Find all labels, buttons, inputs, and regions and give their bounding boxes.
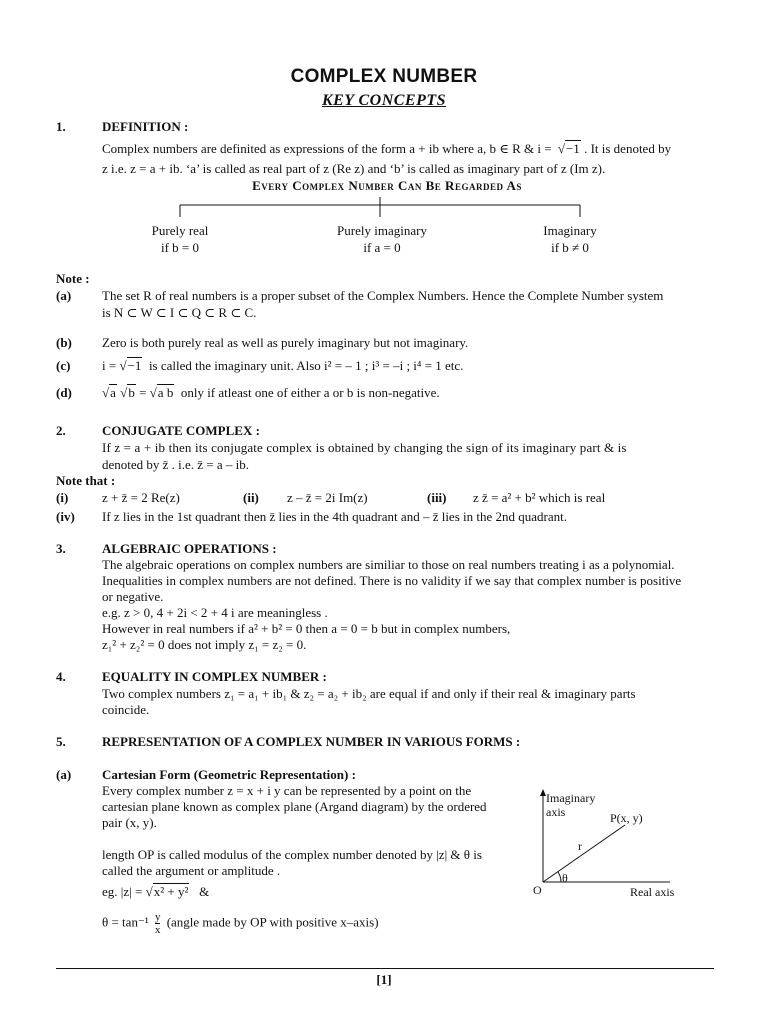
note-b-text: Zero is both purely real as well as purely imaginary but not imaginary. (102, 335, 469, 350)
origin-label: O (533, 883, 542, 897)
radius-label: r (578, 839, 582, 853)
algebra-line-1: The algebraic operations on complex numbers are similiar to those on real numbers treating i as a polynomial. (102, 557, 675, 572)
note-label-c: (c) (56, 358, 71, 373)
sub-label-a: (a) (56, 767, 72, 782)
cartesian-line-3: pair (x, y). (102, 815, 157, 830)
note-c-text: i = √−1 is called the imaginary unit. Also i² = – 1 ; i³ = –i ; i⁴ = 1 etc. (102, 358, 464, 373)
conj-label-iii: (iii) (427, 490, 447, 505)
conj-property-iv: If z lies in the 1st quadrant then z̄ lies in the 4th quadrant and – z̄ lies in the 2nd quadrant. (102, 509, 567, 524)
cartesian-line-4: length OP is called modulus of the complex number denoted by |z| & θ is (102, 847, 482, 862)
algebra-line-5: However in real numbers if a² + b² = 0 then a = 0 = b but in complex numbers, (102, 621, 511, 636)
equality-line-1: Two complex numbers z₁ = a₁ + ib₁ & z₂ = a₂ + ib₂ are equal if and only if their real & imaginary parts (102, 686, 636, 701)
algebra-line-3: or negative. (102, 589, 164, 604)
section-heading: ALGEBRAIC OPERATIONS : (102, 541, 277, 556)
note-label-b: (b) (56, 335, 72, 350)
section-heading: EQUALITY IN COMPLEX NUMBER : (102, 669, 327, 684)
note-title: Note that : (56, 473, 116, 488)
point-label: P(x, y) (610, 811, 643, 825)
sqrt-minus-one: −1 (565, 141, 580, 156)
section-heading: REPRESENTATION OF A COMPLEX NUMBER IN VARIOUS FORMS : (102, 734, 521, 749)
theta-label: θ (562, 871, 568, 885)
conj-label-i: (i) (56, 490, 69, 505)
conj-property-ii: z – z̄ = 2i Im(z) (287, 490, 368, 505)
conjugate-line-1: If z = a + ib then its conjugate complex is obtained by changing the sign of its imaginary part & is (102, 440, 627, 455)
section-number: 2. (56, 423, 66, 438)
cartesian-line-2: cartesian plane known as complex plane (Argand diagram) by the ordered (102, 799, 487, 814)
tree-node-imaginary: Imaginary if b ≠ 0 (543, 223, 597, 255)
definition-line-2: z i.e. z = a + ib. ‘a’ is called as real part of z (Re z) and ‘b’ is called as imaginary part of z (Im z). (102, 161, 606, 176)
cartesian-line-5: called the argument or amplitude . (102, 863, 281, 878)
section-number: 3. (56, 541, 66, 556)
conj-property-iii: z z̄ = a² + b² which is real (473, 490, 606, 505)
page-number: [1] (376, 972, 392, 987)
note-d-text: √a √b = √a b only if atleast one of either a or b is non-negative. (102, 385, 440, 400)
real-axis-label: Real axis (630, 885, 675, 899)
conj-label-iv: (iv) (56, 509, 75, 524)
note-label-a: (a) (56, 288, 72, 303)
tree-node-purely-imaginary: Purely imaginary if a = 0 (337, 223, 427, 255)
footer-divider (56, 968, 714, 969)
algebra-line-6: z₁² + z₂² = 0 does not imply z₁ = z₂ = 0. (102, 637, 307, 652)
algebra-line-4: e.g. z > 0, 4 + 2i < 2 + 4 i are meaningless . (102, 605, 328, 620)
equality-line-2: coincide. (102, 702, 150, 717)
definition-line-1: Complex numbers are definited as expressions of the form a + ib where a, b ∈ R & i = √−1 . It is denoted by (102, 141, 672, 156)
conj-property-i: z + z̄ = 2 Re(z) (102, 490, 180, 505)
page-subtitle: KEY CONCEPTS (321, 92, 447, 109)
section-heading: DEFINITION : (102, 119, 189, 134)
section-heading: CONJUGATE COMPLEX : (102, 423, 260, 438)
imaginary-axis-label: Imaginary axis (546, 791, 596, 819)
note-label-d: (d) (56, 385, 72, 400)
section-number: 1. (56, 119, 66, 134)
note-a-line-2: is N ⊂ W ⊂ I ⊂ Q ⊂ R ⊂ C. (102, 305, 257, 320)
classification-tree-lines (170, 195, 590, 220)
section-number: 4. (56, 669, 66, 684)
note-a-line-1: The set R of real numbers is a proper subset of the Complex Numbers. Hence the Complete Number system (102, 288, 664, 303)
conjugate-line-2: denoted by z̄ . i.e. z̄ = a – ib. (102, 457, 250, 472)
argument-formula: θ = tan⁻¹ $\frac{y}{x}$ (angle made by OP with positive x–axis) (102, 911, 379, 936)
tree-node-purely-real: Purely real if b = 0 (151, 223, 209, 255)
conj-label-ii: (ii) (243, 490, 259, 505)
modulus-formula: eg. |z| = √x² + y² & (102, 884, 210, 899)
cartesian-line-1: Every complex number z = x + i y can be represented by a point on the (102, 783, 472, 798)
algebra-line-2: Inequalities in complex numbers are not defined. There is no validity if we say that complex number is positive (102, 573, 682, 588)
subsection-heading: Cartesian Form (Geometric Representation) : (102, 767, 356, 782)
section-number: 5. (56, 734, 66, 749)
tree-title: Every Complex Number Can Be Regarded As (252, 178, 522, 193)
note-title: Note : (56, 271, 90, 286)
page-title: COMPLEX NUMBER (290, 66, 478, 87)
